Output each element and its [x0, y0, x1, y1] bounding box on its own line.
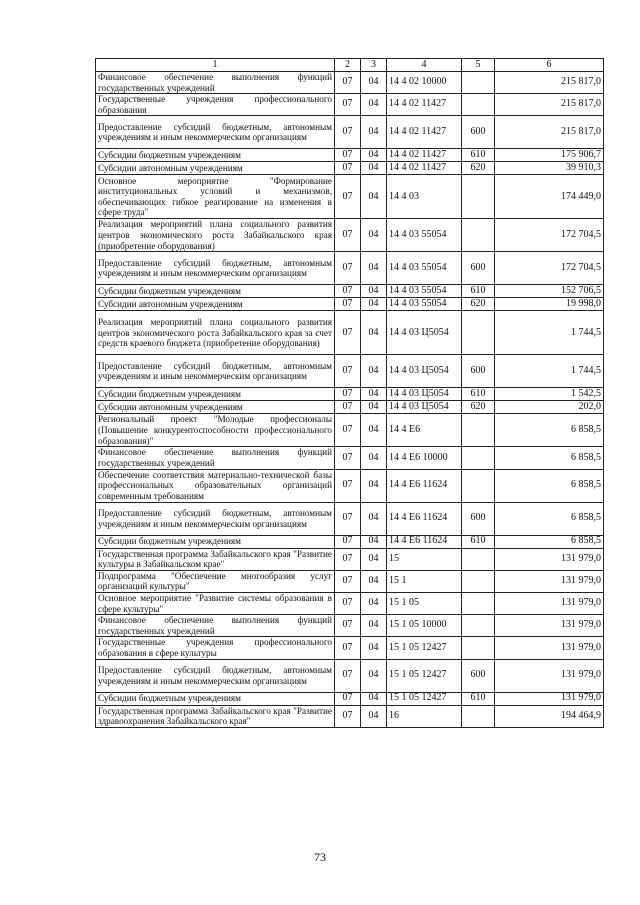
- row-amount: 215 817,0: [495, 94, 604, 116]
- row-expense-type: [462, 72, 495, 94]
- row-section: 07: [335, 175, 361, 219]
- row-subsection: 04: [361, 414, 387, 447]
- row-section: 07: [335, 469, 361, 502]
- row-target-article: 15: [387, 548, 462, 570]
- row-target-article: 14 4 03 55054: [387, 252, 462, 285]
- row-expense-type: 620: [462, 298, 495, 311]
- row-target-article: 16: [387, 705, 462, 727]
- row-section: 07: [335, 535, 361, 548]
- table-row: [96, 692, 604, 705]
- row-target-article: 15 1 05 12427: [387, 659, 462, 692]
- row-target-article: 14 4 02 11427: [387, 116, 462, 149]
- row-amount: 172 704,5: [495, 219, 604, 252]
- row-name: Субсидии бюджетным учреждениям: [96, 692, 335, 705]
- table-row: [96, 659, 604, 692]
- row-amount: 39 910,3: [495, 162, 604, 175]
- row-target-article: 14 4 02 11427: [387, 94, 462, 116]
- row-target-article: 14 4 03 Ц5054: [387, 311, 462, 355]
- row-section: 07: [335, 285, 361, 298]
- row-section: 07: [335, 659, 361, 692]
- table-row: [96, 388, 604, 401]
- row-name: Основное мероприятие "Развитие системы образования в сфере культуры": [96, 592, 335, 614]
- row-amount: 6 858,5: [495, 535, 604, 548]
- row-section: 07: [335, 592, 361, 614]
- row-section: 07: [335, 72, 361, 94]
- row-section: 07: [335, 570, 361, 592]
- row-subsection: 04: [361, 659, 387, 692]
- table-row: [96, 149, 604, 162]
- row-name: Государственные учреждения профессионального образования в сфере культуры: [96, 637, 335, 659]
- row-target-article: 14 4 03 Ц5054: [387, 401, 462, 414]
- row-target-article: 15 1 05 10000: [387, 615, 462, 637]
- row-name: Региональный проект "Молодые профессионалы (Повышение конкурентоспособности профессионального образования)": [96, 414, 335, 447]
- row-subsection: 04: [361, 705, 387, 727]
- row-amount: 1 744,5: [495, 311, 604, 355]
- row-section: 07: [335, 548, 361, 570]
- row-section: 07: [335, 149, 361, 162]
- header-col-1: 1: [96, 59, 335, 72]
- row-subsection: 04: [361, 175, 387, 219]
- row-subsection: 04: [361, 219, 387, 252]
- row-subsection: 04: [361, 311, 387, 355]
- row-name: Основное мероприятие "Формирование институциональных условий и механизмов, обеспечивающих гибкое реагирование на изменения в сфере труда": [96, 175, 335, 219]
- row-subsection: 04: [361, 162, 387, 175]
- table-row: [96, 570, 604, 592]
- row-target-article: 15 1 05 12427: [387, 692, 462, 705]
- row-target-article: 15 1 05 12427: [387, 637, 462, 659]
- row-subsection: 04: [361, 692, 387, 705]
- row-subsection: 04: [361, 401, 387, 414]
- row-name: Предоставление субсидий бюджетным, автономным учреждениям и иным некоммерческим организациям: [96, 355, 335, 388]
- row-subsection: 04: [361, 637, 387, 659]
- table-row: [96, 535, 604, 548]
- table-row: [96, 705, 604, 727]
- row-section: 07: [335, 388, 361, 401]
- table-header-row: [96, 59, 604, 72]
- header-col-2: 2: [335, 59, 361, 72]
- row-expense-type: 600: [462, 502, 495, 535]
- row-section: 07: [335, 355, 361, 388]
- row-amount: 1 542,5: [495, 388, 604, 401]
- table-row: [96, 219, 604, 252]
- row-name: Субсидии автономным учреждениям: [96, 298, 335, 311]
- row-subsection: 04: [361, 252, 387, 285]
- row-target-article: 14 4 Е6: [387, 414, 462, 447]
- row-name: Предоставление субсидий бюджетным, автономным учреждениям и иным некоммерческим организациям: [96, 252, 335, 285]
- table-row: [96, 94, 604, 116]
- row-amount: 1 744,5: [495, 355, 604, 388]
- row-expense-type: [462, 548, 495, 570]
- row-expense-type: [462, 175, 495, 219]
- row-expense-type: [462, 570, 495, 592]
- row-name: Государственная программа Забайкальского края "Развитие здравоохранения Забайкальского края": [96, 705, 335, 727]
- row-name: Государственная программа Забайкальского края "Развитие культуры в Забайкальском крае": [96, 548, 335, 570]
- row-section: 07: [335, 311, 361, 355]
- row-name: Субсидии бюджетным учреждениям: [96, 388, 335, 401]
- table-row: [96, 637, 604, 659]
- row-section: 07: [335, 298, 361, 311]
- row-name: Финансовое обеспечение выполнения функций государственных учреждений: [96, 72, 335, 94]
- table-row: [96, 548, 604, 570]
- table-row: [96, 469, 604, 502]
- table-body: [96, 72, 604, 728]
- row-expense-type: [462, 615, 495, 637]
- row-target-article: 14 4 Е6 11624: [387, 535, 462, 548]
- row-amount: 131 979,0: [495, 615, 604, 637]
- table-row: [96, 175, 604, 219]
- table-row: [96, 401, 604, 414]
- row-name: Обеспечение соответствия материально-технической базы профессиональных образовательных организаций современным требованиям: [96, 469, 335, 502]
- row-amount: 175 906,7: [495, 149, 604, 162]
- row-section: 07: [335, 705, 361, 727]
- row-amount: 6 858,5: [495, 414, 604, 447]
- row-amount: 202,0: [495, 401, 604, 414]
- row-name: Предоставление субсидий бюджетным, автономным учреждениям и иным некоммерческим организациям: [96, 659, 335, 692]
- row-amount: 215 817,0: [495, 116, 604, 149]
- row-section: 07: [335, 637, 361, 659]
- row-amount: 215 817,0: [495, 72, 604, 94]
- row-expense-type: [462, 637, 495, 659]
- row-name: Субсидии бюджетным учреждениям: [96, 149, 335, 162]
- row-section: 07: [335, 502, 361, 535]
- row-target-article: 14 4 Е6 11624: [387, 469, 462, 502]
- table-row: [96, 311, 604, 355]
- row-subsection: 04: [361, 570, 387, 592]
- row-section: 07: [335, 447, 361, 469]
- row-expense-type: 610: [462, 388, 495, 401]
- row-target-article: 15 1 05: [387, 592, 462, 614]
- table-row: [96, 592, 604, 614]
- table-row: [96, 72, 604, 94]
- row-section: 07: [335, 401, 361, 414]
- row-subsection: 04: [361, 72, 387, 94]
- table-row: [96, 252, 604, 285]
- row-section: 07: [335, 116, 361, 149]
- row-amount: 174 449,0: [495, 175, 604, 219]
- row-name: Субсидии бюджетным учреждениям: [96, 535, 335, 548]
- row-amount: 152 706,5: [495, 285, 604, 298]
- row-name: Предоставление субсидий бюджетным, автономным учреждениям и иным некоммерческим организациям: [96, 502, 335, 535]
- row-expense-type: [462, 469, 495, 502]
- page-number: 73: [314, 850, 326, 864]
- row-target-article: 14 4 Е6 10000: [387, 447, 462, 469]
- row-section: 07: [335, 692, 361, 705]
- row-target-article: 14 4 Е6 11624: [387, 502, 462, 535]
- row-target-article: 14 4 03: [387, 175, 462, 219]
- row-section: 07: [335, 162, 361, 175]
- table-row: [96, 355, 604, 388]
- row-section: 07: [335, 615, 361, 637]
- row-subsection: 04: [361, 116, 387, 149]
- row-subsection: 04: [361, 548, 387, 570]
- table-row: [96, 116, 604, 149]
- row-amount: 131 979,0: [495, 637, 604, 659]
- table-row: [96, 447, 604, 469]
- row-expense-type: 600: [462, 355, 495, 388]
- row-subsection: 04: [361, 502, 387, 535]
- row-target-article: 14 4 03 55054: [387, 285, 462, 298]
- row-expense-type: 600: [462, 252, 495, 285]
- row-expense-type: [462, 705, 495, 727]
- row-section: 07: [335, 252, 361, 285]
- row-name: Финансовое обеспечение выполнения функций государственных учреждений: [96, 615, 335, 637]
- header-col-3: 3: [361, 59, 387, 72]
- row-amount: 19 998,0: [495, 298, 604, 311]
- table-row: [96, 298, 604, 311]
- row-subsection: 04: [361, 469, 387, 502]
- row-amount: 194 464,9: [495, 705, 604, 727]
- row-amount: 6 858,5: [495, 469, 604, 502]
- row-subsection: 04: [361, 447, 387, 469]
- row-amount: 172 704,5: [495, 252, 604, 285]
- row-expense-type: 610: [462, 149, 495, 162]
- header-col-5: 5: [462, 59, 495, 72]
- table-row: [96, 285, 604, 298]
- row-subsection: 04: [361, 615, 387, 637]
- row-amount: 131 979,0: [495, 570, 604, 592]
- row-target-article: 14 4 03 Ц5054: [387, 388, 462, 401]
- row-name: Государственные учреждения профессионального образования: [96, 94, 335, 116]
- row-subsection: 04: [361, 285, 387, 298]
- row-subsection: 04: [361, 592, 387, 614]
- row-amount: 6 858,5: [495, 502, 604, 535]
- row-name: Реализация мероприятий плана социального развития центров экономического роста Забайкальского края за счет средств краевого бюджета (приобретение оборудования): [96, 311, 335, 355]
- row-amount: 131 979,0: [495, 592, 604, 614]
- row-amount: 131 979,0: [495, 692, 604, 705]
- row-amount: 131 979,0: [495, 659, 604, 692]
- row-expense-type: [462, 414, 495, 447]
- row-expense-type: 620: [462, 162, 495, 175]
- row-subsection: 04: [361, 149, 387, 162]
- row-expense-type: [462, 219, 495, 252]
- row-target-article: 14 4 03 55054: [387, 219, 462, 252]
- table-row: [96, 615, 604, 637]
- row-expense-type: [462, 592, 495, 614]
- row-subsection: 04: [361, 298, 387, 311]
- row-expense-type: [462, 447, 495, 469]
- row-expense-type: 610: [462, 285, 495, 298]
- row-target-article: 14 4 02 11427: [387, 149, 462, 162]
- row-name: Реализация мероприятий плана социального развития центров экономического роста Забайкальского края (приобретение оборудования): [96, 219, 335, 252]
- row-name: Предоставление субсидий бюджетным, автономным учреждениям и иным некоммерческим организациям: [96, 116, 335, 149]
- row-amount: 131 979,0: [495, 548, 604, 570]
- row-target-article: 14 4 03 55054: [387, 298, 462, 311]
- row-expense-type: 600: [462, 659, 495, 692]
- row-expense-type: [462, 311, 495, 355]
- row-expense-type: 620: [462, 401, 495, 414]
- row-target-article: 14 4 02 11427: [387, 162, 462, 175]
- row-expense-type: 610: [462, 692, 495, 705]
- table-row: [96, 162, 604, 175]
- row-section: 07: [335, 414, 361, 447]
- row-subsection: 04: [361, 535, 387, 548]
- row-section: 07: [335, 94, 361, 116]
- row-subsection: 04: [361, 94, 387, 116]
- budget-table: [95, 58, 604, 728]
- row-expense-type: 610: [462, 535, 495, 548]
- row-name: Финансовое обеспечение выполнения функций государственных учреждений: [96, 447, 335, 469]
- header-col-4: 4: [387, 59, 462, 72]
- header-col-6: 6: [495, 59, 604, 72]
- row-expense-type: [462, 94, 495, 116]
- row-target-article: 14 4 03 Ц5054: [387, 355, 462, 388]
- row-subsection: 04: [361, 388, 387, 401]
- row-target-article: 15 1: [387, 570, 462, 592]
- row-name: Субсидии автономным учреждениям: [96, 162, 335, 175]
- table-row: [96, 414, 604, 447]
- row-subsection: 04: [361, 355, 387, 388]
- row-name: Подпрограмма "Обеспечение многообразия услуг организаций культуры": [96, 570, 335, 592]
- row-name: Субсидии бюджетным учреждениям: [96, 285, 335, 298]
- row-name: Субсидии автономным учреждениям: [96, 401, 335, 414]
- table-row: [96, 502, 604, 535]
- row-section: 07: [335, 219, 361, 252]
- row-target-article: 14 4 02 10000: [387, 72, 462, 94]
- row-expense-type: 600: [462, 116, 495, 149]
- row-amount: 6 858,5: [495, 447, 604, 469]
